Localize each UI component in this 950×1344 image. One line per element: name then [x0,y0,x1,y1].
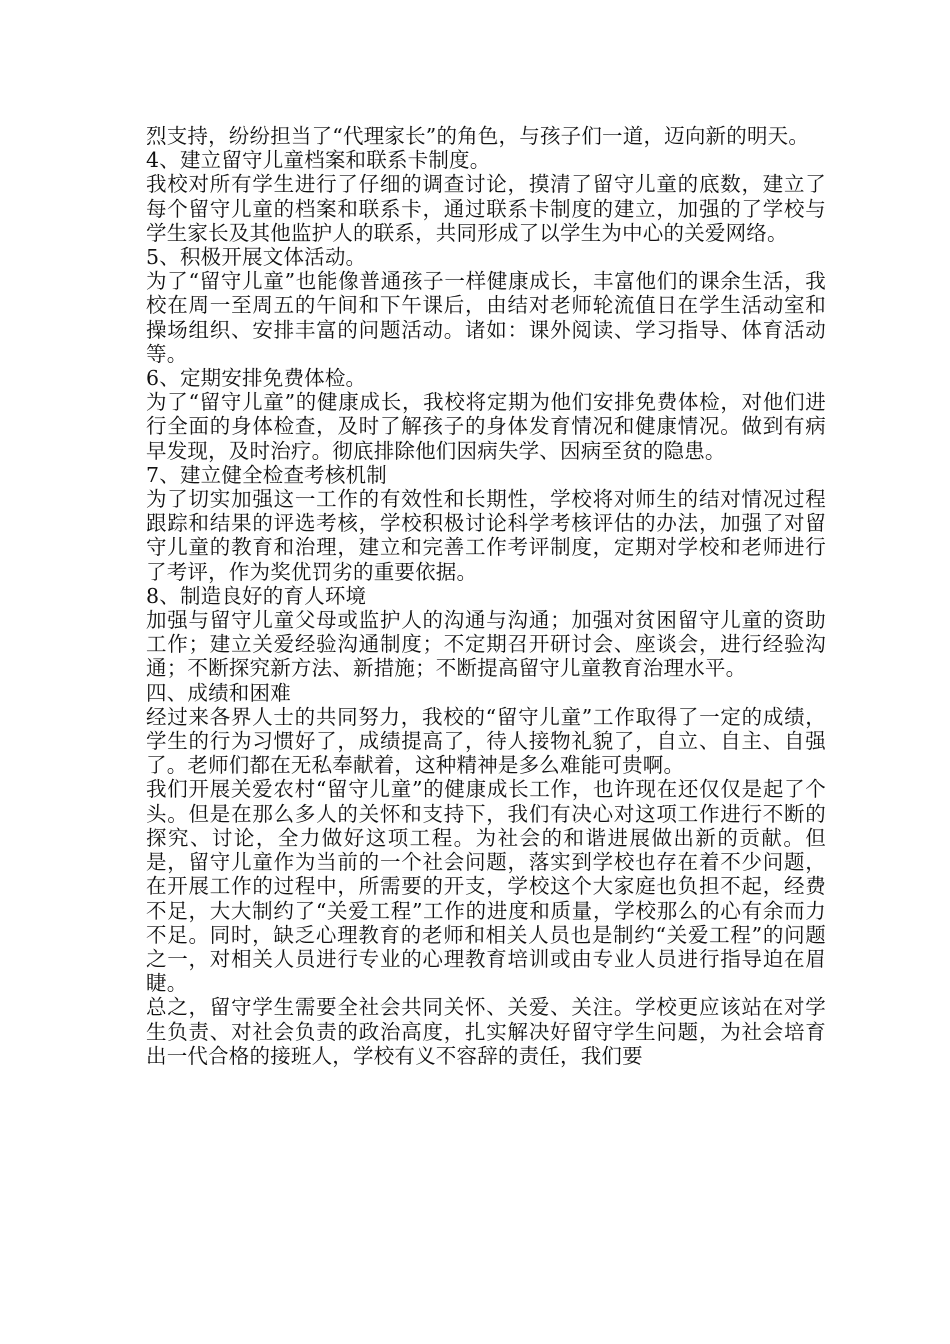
paragraph-conclusion: 总之，留守学生需要全社会共同关怀、关爱、关注。学校更应该站在对学生负责、对社会负责的政治高度，扎实解决好留守学生问题，为社会培育出一代合格的接班人，学校有义不容辞的责任，我们要 [146,995,826,1068]
heading-cultural-sports-activities: 5、积极开展文体活动。 [146,245,367,270]
heading-results-and-difficulties: 四、成绩和困难 [146,680,291,705]
paragraph-checkup: 为了“留守儿童”的健康成长，我校将定期为他们安排免费体检，对他们进行全面的身体检查，及时了解孩子的身体发育情况和健康情况。做到有病早发现，及时治疗。彻底排除他们因病失学、因病至贫的隐患。 [146,390,826,463]
paragraph-inspection: 为了切实加强这一工作的有效性和长期性，学校将对师生的结对情况过程跟踪和结果的评选考核，学校积极讨论科学考核评估的办法，加强了对留守儿童的教育和治理，建立和完善工作考评制度，定期对学校和老师进行了考评，作为奖优罚劣的重要依据。 [146,487,826,584]
paragraph-archive: 我校对所有学生进行了仔细的调查讨论，摸清了留守儿童的底数，建立了每个留守儿童的档案和联系卡，通过联系卡制度的建立，加强的了学校与学生家长及其他监护人的联系，共同形成了以学生为中心的关爱网络。 [146,172,826,245]
heading-free-checkup: 6、定期安排免费体检。 [146,366,367,391]
heading-archive-and-contact-card: 4、建立留守儿童档案和联系卡制度。 [146,148,491,173]
paragraph-environment: 加强与留守儿童父母或监护人的沟通与沟通；加强对贫困留守儿童的资助工作；建立关爱经验沟通制度；不定期召开研讨会、座谈会，进行经验沟通；不断探究新方法、新措施；不断提高留守儿童教育治理水平。 [146,608,826,681]
heading-environment: 8、制造良好的育人环境 [146,583,367,608]
paragraph-difficulties: 我们开展关爱农村“留守儿童”的健康成长工作，也许现在还仅仅是起了个头。但是在那么多人的关怀和支持下，我们有决心对这项工作进行不断的探究、讨论，全力做好这项工程。为社会的和谐进展做出新的贡献。但是，留守儿童作为当前的一个社会问题，落实到学校也存在着不少问题，在开展工作的过程中，所需要的开支，学校这个大家庭也负担不起，经费不足，大大制约了“关爱工程”工作的进度和质量，学校那么的心有余而力不足。同时，缺乏心理教育的老师和相关人员也是制约“关爱工程”的问题之一，对相关人员进行专业的心理教育培训或由专业人员进行指导迫在眉睫。 [146,777,826,996]
paragraph-results: 经过来各界人士的共同努力，我校的“留守儿童”工作取得了一定的成绩，学生的行为习惯好了，成绩提高了，待人接物礼貌了，自立、自主、自强了。老师们都在无私奉献着，这种精神是多么难能可贵啊。 [146,704,826,778]
document-body [146,124,826,1068]
paragraph-continuation: 烈支持，纷纷担当了“代理家长”的角色，与孩子们一道，迈向新的明天。 [146,124,810,148]
paragraph-activities: 为了“留守儿童”也能像普通孩子一样健康成长，丰富他们的课余生活，我校在周一至周五的午间和下午课后，由结对老师轮流值日在学生活动室和操场组织、安排丰富的问题活动。诸如：课外阅读、学习指导、体育活动等。 [146,269,826,366]
heading-inspection-mechanism: 7、建立健全检查考核机制 [146,462,387,487]
